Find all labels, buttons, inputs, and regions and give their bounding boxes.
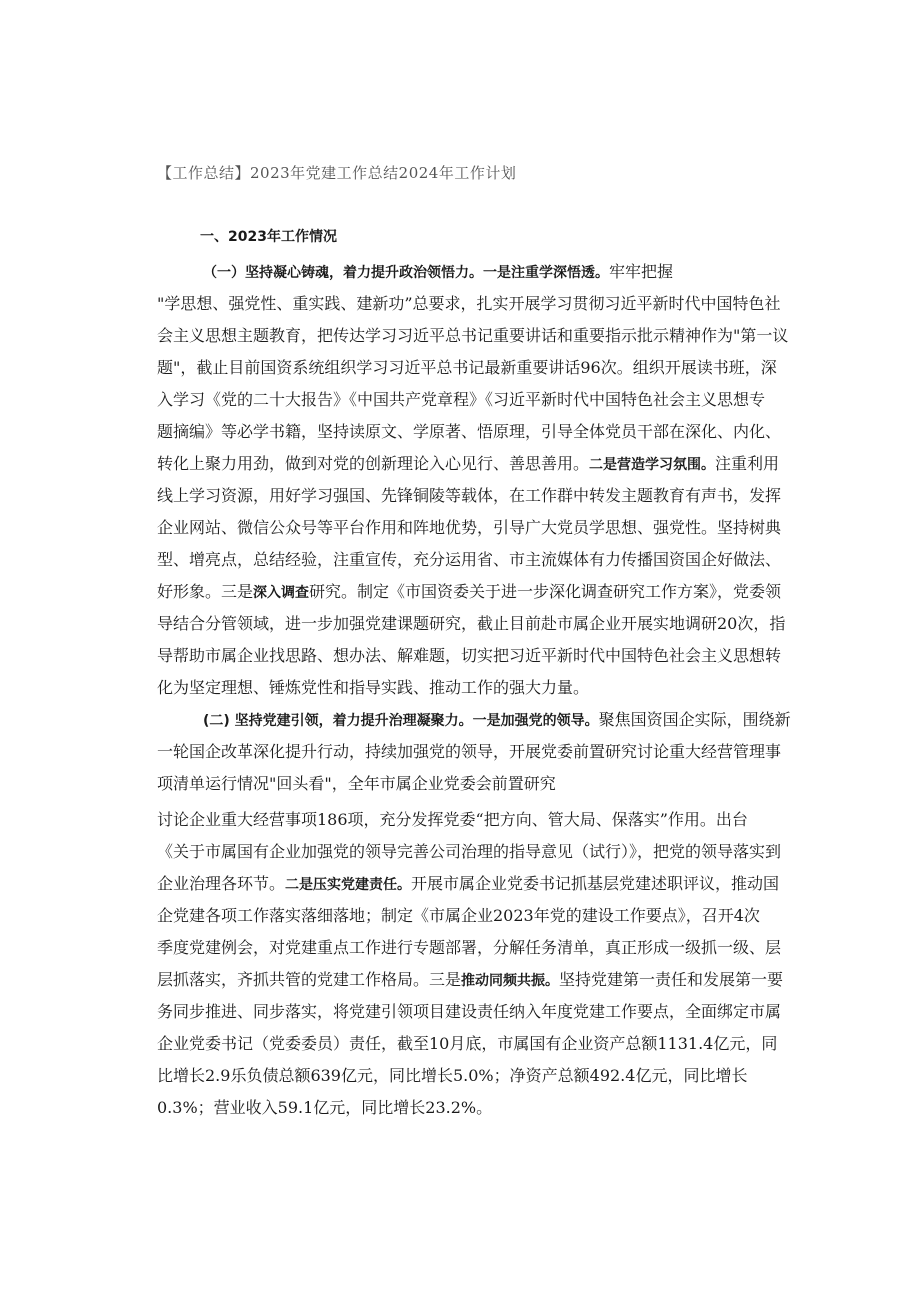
bold-phrase: 二是压实党建责任。 — [285, 877, 412, 893]
text-run: 型、增亮点，总结经验，注重宣传，充分运用省、市主流媒体有力传播国资国企好做法、 — [157, 550, 782, 569]
text-line — [157, 1028, 778, 1060]
text-run: 题摘编》等必学书籍，坚持读原文、学原著、悟原理，引导全体党员干部在深化、内化、 — [157, 422, 782, 441]
text-run: 务同步推进、同步落实，将党建引领项目建设责任纳入年度党建工作要点，全面绑定市属 — [157, 1002, 782, 1021]
text-line — [157, 672, 763, 704]
text-run: 牢牢把握 — [609, 262, 674, 281]
text-line — [157, 900, 763, 932]
text-run: 企党建各项工作落实落细落地；制定《市属企业2023年党的建设工作要点》，召开4次 — [157, 906, 760, 925]
text-run: 季度党建例会，对党建重点工作进行专题部署，分解任务清单，真正形成一级抓一级、层 — [157, 938, 782, 957]
text-line — [157, 804, 763, 836]
text-line — [157, 288, 781, 320]
text-line — [157, 640, 782, 672]
text-run: 题"，截止目前国资系统组织学习习近平总书记最新重要讲话96次。组织开展读书班，深 — [157, 358, 777, 377]
text-line — [157, 320, 789, 352]
section-heading: 一、2023年工作情况 — [200, 229, 337, 245]
text-run: 《关于市属国有企业加强党的领导完善公司治理的指导意见（试行）》，把党的领导落实到 — [157, 842, 782, 861]
text-line — [157, 416, 782, 448]
text-run: 聚焦国资国企实际，围绕新 — [598, 710, 791, 729]
text-line — [157, 448, 780, 480]
text-line — [157, 384, 766, 416]
text-run: 企业网站、微信公众号等平台作用和阵地优势，引导广大党员学思想、强党性。坚持树典 — [157, 518, 782, 537]
text-run: 一轮国企改革深化提升行动，持续加强党的领导，开展党委前置研究讨论重大经营管理事 — [157, 742, 782, 761]
text-line — [157, 512, 782, 544]
text-run: 会主义思想主题教育，把传达学习习近平总书记重要讲话和重要指示批示精神作为"第一议 — [157, 326, 789, 345]
text-run: 坚持党建第一责任和发展第一要 — [559, 970, 784, 989]
paragraph-3 — [157, 804, 784, 1124]
text-line — [157, 608, 786, 640]
text-run: 导结合分管领域，进一步加强党建课题研究，截止目前赴市属企业开展实地调研20次，指 — [157, 614, 786, 633]
bold-phrase: (二) 坚持党建引领，着力提升治理凝聚力。一是加强党的领导。 — [203, 713, 599, 729]
text-line — [157, 932, 782, 964]
bold-phrase: 二是营造学习氛围。 — [589, 457, 716, 473]
bold-phrase: （一）坚持凝心铸魂，着力提升政治领悟力。一是注重学深悟透。 — [203, 265, 609, 281]
text-run: 层抓落实，齐抓共管的党建工作格局。三是 — [157, 970, 462, 989]
text-run: 化为坚定理想、锤炼党性和指导实践、推动工作的强大力量。 — [157, 678, 590, 697]
text-run: 企业党委书记（党委委员）责任，截至10月底，市属国有企业资产总额1131.4亿元，同 — [157, 1034, 778, 1053]
text-line — [157, 736, 782, 768]
text-run: 开展市属企业党委书记抓基层党建述职评议，推动国 — [411, 874, 780, 893]
text-line — [157, 836, 782, 868]
text-run: 企业治理各环节。 — [157, 874, 286, 893]
text-run: 注重利用 — [715, 454, 780, 473]
text-run: 转化上聚力用劲，做到对党的创新理论入心见行、善思善用。 — [157, 454, 590, 473]
text-line — [157, 544, 782, 576]
text-run: 研究。制定《市国资委关于进一步深化调查研究工作方案》，党委领 — [309, 582, 782, 601]
bold-phrase: 推动同频共振。 — [461, 973, 560, 989]
text-line — [157, 964, 784, 996]
text-line — [157, 576, 782, 608]
paragraph-2 — [157, 704, 791, 800]
bold-phrase: 深入调查 — [253, 585, 310, 601]
text-run: 好形象。三是 — [157, 582, 254, 601]
text-run: 导帮助市属企业找思路、想办法、解难题，切实把习近平新时代中国特色社会主义思想转 — [157, 646, 782, 665]
text-line — [157, 352, 777, 384]
text-run: 讨论企业重大经营事项186项，充分发挥党委“把方向、管大局、保落实”作用。出台 — [157, 810, 748, 829]
document-title: 【工作总结】2023年党建工作总结2024年工作计划 — [157, 164, 517, 182]
text-line — [157, 868, 780, 900]
text-line — [157, 996, 782, 1028]
text-run: "学思想、强党性、重实践、建新功”总要求，扎实开展学习贯彻习近平新时代中国特色社 — [157, 294, 781, 313]
text-run: 入学习《党的二十大报告》《中国共产党章程》《习近平新时代中国特色社会主义思想专 — [157, 390, 766, 409]
text-line — [157, 704, 791, 736]
text-line — [157, 256, 763, 288]
text-run: 项清单运行情况"回头看"，全年市属企业党委会前置研究 — [157, 774, 556, 793]
paragraph-1 — [157, 256, 789, 704]
text-run: 0.3%；营业收入59.1亿元，同比增长23.2%。 — [157, 1098, 493, 1117]
text-run: 比增长2.9乐负债总额639亿元，同比增长5.0%；净资产总额492.4亿元，同比增长 — [157, 1066, 748, 1085]
text-line — [157, 480, 782, 512]
text-line — [157, 1060, 763, 1092]
text-line — [157, 768, 763, 800]
text-run: 线上学习资源，用好学习强国、先锋铜陵等载体，在工作群中转发主题教育有声书，发挥 — [157, 486, 782, 505]
text-line — [157, 1092, 763, 1124]
